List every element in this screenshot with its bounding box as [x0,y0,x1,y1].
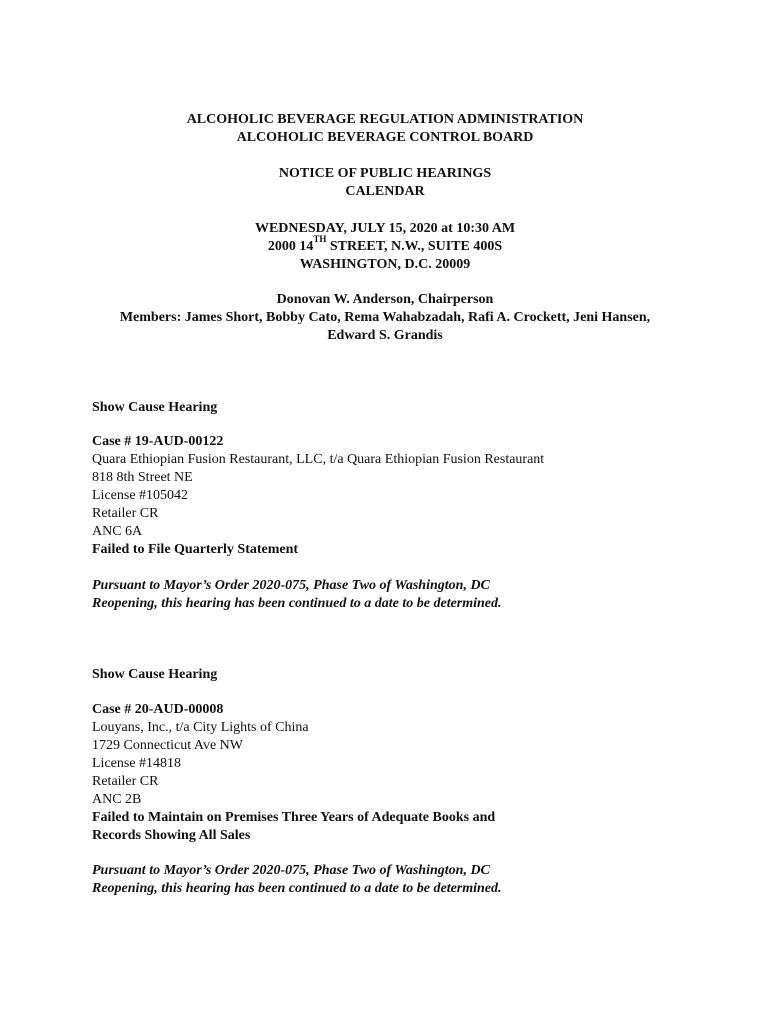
hearing-location [80,220,690,274]
board-members [60,291,710,345]
note-line-1: Pursuant to Mayor’s Order 2020-075, Phase Two of Washington, DC [92,863,490,878]
charge-line-2: Records Showing All Sales [92,828,251,843]
address-number: 2000 14 [267,239,314,254]
hearing-type: Show Cause Hearing [92,400,218,415]
license-class: Retailer CR [92,506,159,521]
agency-name: ALCOHOLIC BEVERAGE REGULATION ADMINISTRATION [186,112,584,127]
charge-line-1: Failed to Maintain on Premises Three Years of Adequate Books and [92,810,496,825]
address-ordinal: TH [313,234,327,245]
anc: ANC 2B [92,792,142,807]
hearing-date-time: WEDNESDAY, JULY 15, 2020 at 10:30 AM [254,221,516,236]
hearing-address [80,234,690,256]
agency-heading [80,111,690,147]
note-line-2: Reopening, this hearing has been continued to a date to be determined. [92,881,502,896]
case-details [92,701,712,845]
hearing-entry [92,399,712,417]
case-number: Case # 20-AUD-00008 [92,702,224,717]
hearing-entry [92,666,712,684]
license-number: License #14818 [92,756,182,771]
anc: ANC 6A [92,524,143,539]
hearing-city: WASHINGTON, D.C. 20009 [299,257,471,272]
members-line-1: Members: James Short, Bobby Cato, Rema Wahabzadah, Rafi A. Crockett, Jeni Hansen, [119,310,651,325]
license-number: License #105042 [92,488,189,503]
licensee-name: Louyans, Inc., t/a City Lights of China [92,720,309,735]
board-name: ALCOHOLIC BEVERAGE CONTROL BOARD [236,130,534,145]
continuance-note [92,577,712,613]
notice-title: NOTICE OF PUBLIC HEARINGS [278,166,492,181]
chairperson: Donovan W. Anderson, Chairperson [276,292,494,307]
charge: Failed to File Quarterly Statement [92,542,299,557]
hearing-type: Show Cause Hearing [92,667,218,682]
licensee-address: 818 8th Street NE [92,470,193,485]
members-line-2: Edward S. Grandis [327,328,443,343]
note-line-1: Pursuant to Mayor’s Order 2020-075, Phase Two of Washington, DC [92,578,490,593]
license-class: Retailer CR [92,774,159,789]
case-details [92,433,712,559]
licensee-address: 1729 Connecticut Ave NW [92,738,243,753]
note-line-2: Reopening, this hearing has been continued to a date to be determined. [92,596,502,611]
case-number: Case # 19-AUD-00122 [92,434,224,449]
address-street: STREET, N.W., SUITE 400S [326,239,503,254]
licensee-name: Quara Ethiopian Fusion Restaurant, LLC, t/a Quara Ethiopian Fusion Restaurant [92,452,545,467]
notice-heading [80,165,690,201]
continuance-note [92,862,712,898]
calendar-title: CALENDAR [345,184,425,199]
